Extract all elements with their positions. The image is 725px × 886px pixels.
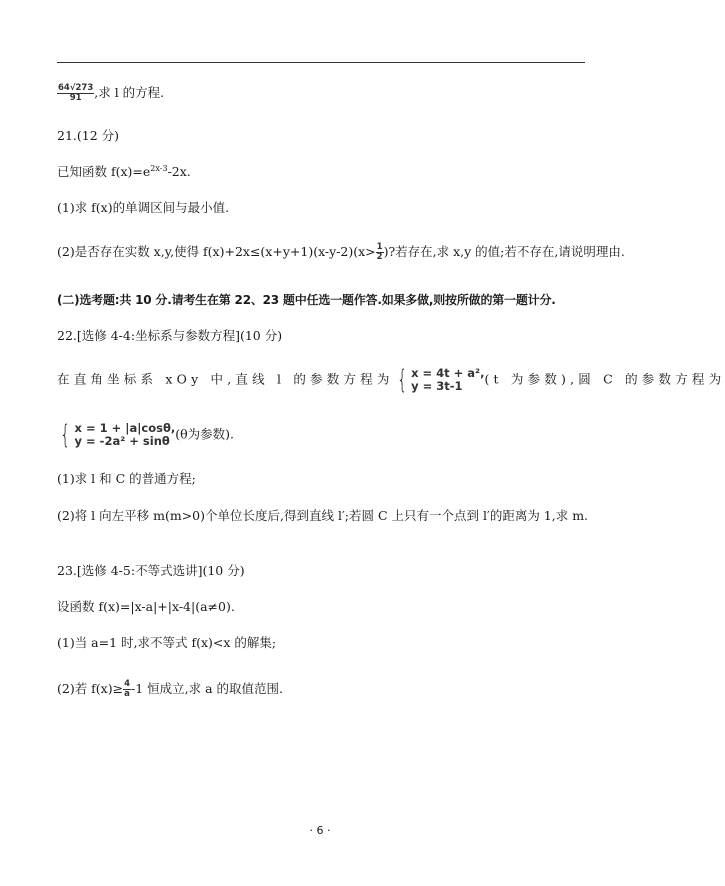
- line1-text: ,求 l 的方程.: [94, 85, 165, 100]
- q22-part1: (1)求 l 和 C 的普通方程;: [57, 471, 196, 486]
- q21-given-fx: f(x)=e: [110, 164, 151, 179]
- fraction-denominator: 91: [69, 93, 82, 103]
- q22-intro: [57, 367, 725, 393]
- q22-header: 22.[选修 4-4:坐标系与参数方程](10 分): [57, 328, 283, 343]
- q22-circle: [57, 422, 234, 448]
- q21-part2-a: (2)是否存在实数 x,y,使得 f(x)+2x≤(x+y+1)(x-y-2)(x>: [57, 244, 376, 259]
- fraction: [376, 243, 384, 262]
- q21-part2-b: )?若存在,求 x,y 的值;若不存在,请说明理由.: [383, 244, 625, 259]
- header-rule: [57, 62, 585, 63]
- q21-given-suffix: -2x.: [167, 164, 191, 179]
- q21-header: 21.(12 分): [57, 128, 120, 143]
- q21-given: [57, 164, 191, 180]
- q21-part1: (1)求 f(x)的单调区间与最小值.: [57, 200, 230, 215]
- q21-given-prefix: 已知函数: [57, 164, 111, 179]
- q22-intro-b: (t 为参数),圆 C 的参数方程为: [484, 371, 725, 387]
- system-row: y = -2a² + sinθ: [74, 434, 170, 448]
- circle-parametric-system: [57, 422, 175, 448]
- fraction: [57, 84, 94, 103]
- q22-part2: (2)将 l 向左平移 m(m>0)个单位长度后,得到直线 l′;若圆 C 上只有一个点到 l′的距离为 1,求 m.: [57, 508, 589, 523]
- fraction-numerator: 64√273: [58, 83, 94, 93]
- q23-part1: (1)当 a=1 时,求不等式 f(x)<x 的解集;: [57, 635, 277, 650]
- fraction-numerator: 4: [124, 679, 131, 689]
- fraction-denominator: 2: [376, 252, 383, 262]
- fraction-denominator: a: [124, 689, 130, 699]
- q23-given: 设函数 f(x)=|x-a|+|x-4|(a≠0).: [57, 599, 235, 614]
- brace-icon: {: [60, 420, 71, 450]
- system-row: y = 3t-1: [411, 379, 463, 393]
- page-number: · 6 ·: [309, 824, 331, 837]
- system-row: x = 1 + |a|cosθ,: [74, 421, 176, 435]
- line-equation-result: [57, 84, 164, 103]
- q21-given-exponent: 2x-3: [150, 163, 168, 173]
- q21-part2: [57, 243, 625, 262]
- system-row: x = 4t + a²,: [411, 366, 485, 380]
- q23-part2: [57, 680, 283, 699]
- fraction-numerator: 1: [376, 242, 383, 252]
- q23-header: 23.[选修 4-5:不等式选讲](10 分): [57, 563, 245, 578]
- q23-part2-b: -1 恒成立,求 a 的取值范围.: [131, 681, 284, 696]
- section-note: (二)选考题:共 10 分.请考生在第 22、23 题中任选一题作答.如果多做,则按所做的第一题计分.: [57, 293, 556, 307]
- brace-icon: {: [396, 365, 407, 395]
- q22-intro-a: 在直角坐标系 xOy 中,直线 l 的参数方程为: [57, 371, 394, 387]
- q23-part2-a: (2)若 f(x)≥: [57, 681, 124, 696]
- line-parametric-system: [394, 367, 485, 393]
- q22-circle-suffix: (θ为参数).: [175, 426, 235, 442]
- fraction: [123, 680, 131, 699]
